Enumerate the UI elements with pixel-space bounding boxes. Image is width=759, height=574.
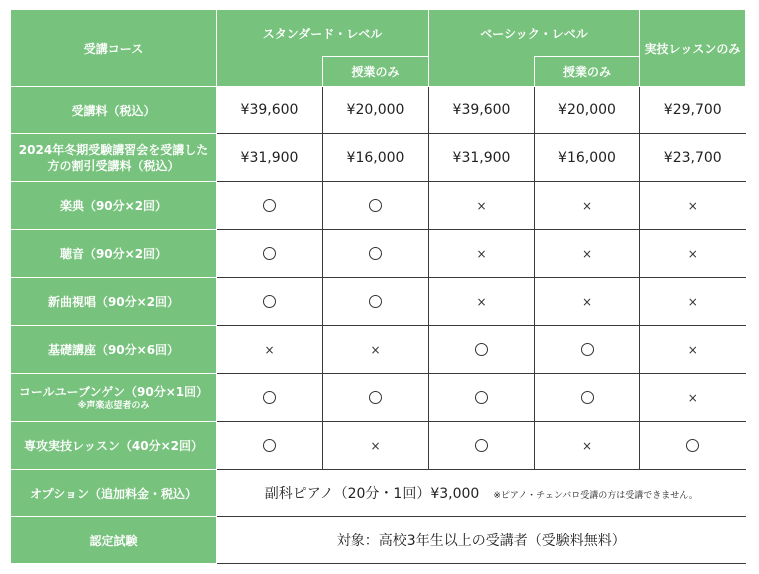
subject-name: 楽典（90分×2回） [59,198,168,213]
subject-mark-cell [429,422,535,470]
not-included-cross-icon: × [370,342,381,357]
subject-row [11,374,746,422]
subject-mark-cell [535,182,640,230]
subject-mark-cell [429,326,535,374]
subject-name: 基礎講座（90分×6回） [47,342,180,357]
subject-mark-cell [217,422,323,470]
included-circle-icon [369,199,382,212]
basic-lecture-only-header: 授業のみ [535,57,640,87]
not-included-cross-icon: × [687,246,698,261]
fee-row [11,87,746,134]
fee-value: ¥20,000 [323,87,429,134]
included-circle-icon [369,391,382,404]
included-circle-icon [475,343,488,356]
option-content [217,470,746,517]
included-circle-icon [263,295,276,308]
cert-label: 認定試験 [11,517,217,564]
included-circle-icon [263,439,276,452]
subject-mark-cell [535,326,640,374]
discount-value: ¥23,700 [640,134,746,182]
subject-mark-cell [217,278,323,326]
subject-mark-cell [217,326,323,374]
discount-label-line1: 2024年冬期受験講習会を受講した [18,142,209,157]
subject-mark-cell [640,278,746,326]
discount-label [11,134,217,182]
subject-row [11,422,746,470]
subject-label [11,374,217,422]
fee-value: ¥29,700 [640,87,746,134]
subject-rows [11,182,746,470]
cert-content: 対象：高校3年生以上の受講者（受験料無料） [217,517,746,564]
included-circle-icon [263,199,276,212]
subject-mark-cell [217,374,323,422]
basic-level-header: ベーシック・レベル [429,10,640,57]
subject-mark-cell [323,230,429,278]
subject-mark-cell [323,182,429,230]
subject-note: ※声楽志望者のみ [77,400,150,411]
fee-label: 受講料（税込） [11,87,217,134]
subject-mark-cell [429,374,535,422]
course-header: 受講コース [11,10,217,87]
subject-mark-cell [640,326,746,374]
option-label: オプション（追加料金・税込） [11,470,217,517]
included-circle-icon [475,439,488,452]
subject-label [11,182,217,230]
option-note: ※ピアノ・チェンバロ受講の方は受講できません。 [493,491,698,501]
practical-only-header: 実技レッスンのみ [640,10,746,87]
discount-row [11,134,746,182]
subject-mark-cell [217,182,323,230]
included-circle-icon [369,295,382,308]
subject-mark-cell [535,422,640,470]
included-circle-icon [263,247,276,260]
not-included-cross-icon: × [687,294,698,309]
subject-mark-cell [640,422,746,470]
subject-mark-cell [535,230,640,278]
subject-label [11,326,217,374]
subject-mark-cell [323,326,429,374]
cert-row [11,517,746,564]
standard-full-subheader [217,57,323,87]
subject-row [11,182,746,230]
option-text: 副科ピアノ（20分・1回）¥3,000 [264,486,480,502]
subject-mark-cell [217,230,323,278]
discount-value: ¥16,000 [323,134,429,182]
subject-mark-cell [640,230,746,278]
not-included-cross-icon: × [476,294,487,309]
discount-label-line2: 方の割引受講料（税込） [47,158,180,173]
fee-value: ¥39,600 [429,87,535,134]
subject-mark-cell [429,278,535,326]
subject-mark-cell [323,422,429,470]
subject-mark-cell [640,374,746,422]
course-fee-table [10,9,746,564]
subject-mark-cell [535,278,640,326]
included-circle-icon [581,391,594,404]
subject-row [11,326,746,374]
not-included-cross-icon: × [687,390,698,405]
subject-mark-cell [429,230,535,278]
subject-row [11,278,746,326]
not-included-cross-icon: × [581,246,593,261]
subject-mark-cell [323,278,429,326]
standard-level-header: スタンダード・レベル [217,10,429,57]
fee-value: ¥20,000 [535,87,640,134]
subject-name: 専攻実技レッスン（40分×2回） [24,438,203,453]
subject-name: コールユーブンゲン（90分×1回） [18,384,209,399]
subject-label [11,278,217,326]
subject-name: 新曲視唱（90分×2回） [47,294,180,309]
subject-mark-cell [323,374,429,422]
discount-value: ¥16,000 [535,134,640,182]
option-row [11,470,746,517]
subject-label [11,230,217,278]
subject-label [11,422,217,470]
discount-value: ¥31,900 [217,134,323,182]
not-included-cross-icon: × [264,342,275,357]
subject-row [11,230,746,278]
subject-mark-cell [535,374,640,422]
basic-full-subheader [429,57,535,87]
not-included-cross-icon: × [581,438,593,453]
subject-name: 聴音（90分×2回） [59,246,168,261]
not-included-cross-icon: × [581,294,593,309]
included-circle-icon [369,247,382,260]
included-circle-icon [263,391,276,404]
discount-value: ¥31,900 [429,134,535,182]
not-included-cross-icon: × [581,198,593,213]
not-included-cross-icon: × [687,198,698,213]
not-included-cross-icon: × [476,246,487,261]
not-included-cross-icon: × [370,438,381,453]
included-circle-icon [581,343,594,356]
fee-value: ¥39,600 [217,87,323,134]
subject-mark-cell [640,182,746,230]
not-included-cross-icon: × [687,342,698,357]
not-included-cross-icon: × [476,198,487,213]
included-circle-icon [475,391,488,404]
standard-lecture-only-header: 授業のみ [323,57,429,87]
included-circle-icon [686,439,699,452]
subject-mark-cell [429,182,535,230]
